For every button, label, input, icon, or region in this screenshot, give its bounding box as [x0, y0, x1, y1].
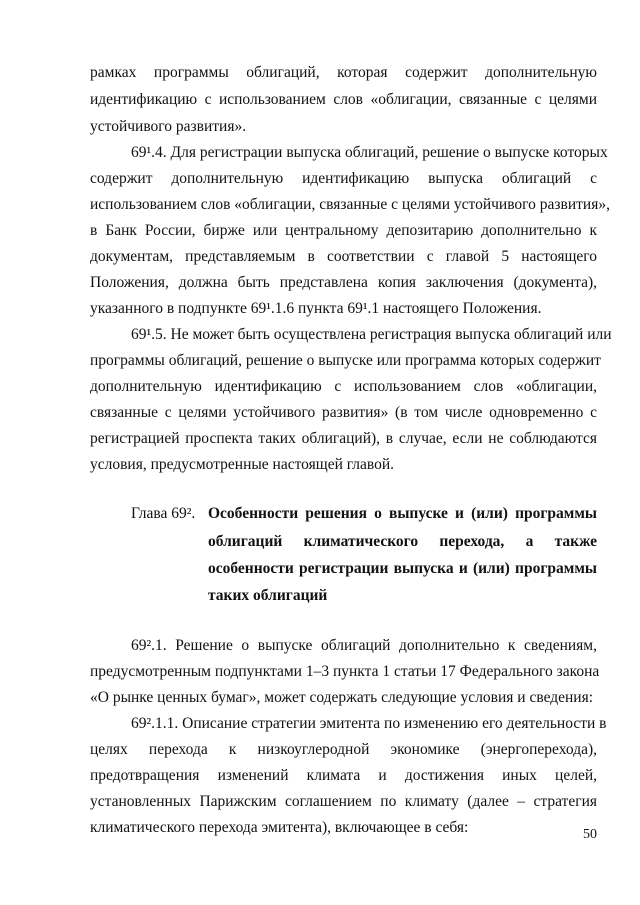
paragraph-line: содержит дополнительную идентификацию выпуска облигаций с: [90, 170, 597, 187]
paragraph-line: «О рынке ценных бумаг», может содержать следующие условия и сведения:: [90, 689, 594, 706]
paragraph-line: программы облигаций, решение о выпуске или программа которых содержит: [90, 352, 601, 369]
paragraph-line: идентификацию с использованием слов «облигации, связанные с целями: [90, 91, 597, 108]
paragraph-line: устойчивого развития».: [90, 118, 247, 135]
paragraph-line: установленных Парижским соглашением по климату (далее – стратегия: [90, 793, 597, 810]
paragraph-line: целях перехода к низкоуглеродной экономике (энергоперехода),: [90, 741, 597, 758]
paragraph-line: 69¹.4. Для регистрации выпуска облигаций, решение о выпуске которых: [131, 144, 608, 161]
chapter-title-line: таких облигаций: [208, 587, 328, 604]
paragraph-line: 69¹.5. Не может быть осуществлена регистрация выпуска облигаций или: [131, 326, 612, 343]
paragraph-line: регистрацией проспекта таких облигаций), в случае, если не соблюдаются: [90, 430, 597, 447]
paragraph-line: Положения, должна быть представлена копия заключения (документа),: [90, 274, 597, 291]
chapter-label: Глава 69².: [131, 505, 196, 522]
paragraph-line: использованием слов «облигации, связанные с целями устойчивого развития»,: [90, 196, 610, 213]
chapter-title-line: облигаций климатического перехода, а также: [208, 533, 597, 550]
chapter-title-line: особенности регистрации выпуска и (или) программы: [208, 560, 597, 577]
paragraph-line: в Банк России, бирже или центральному депозитарию дополнительно к: [90, 222, 597, 239]
paragraph-line: дополнительную идентификацию с использованием слов «облигации,: [90, 378, 597, 395]
paragraph-line: документам, представляемым в соответствии с главой 5 настоящего: [90, 248, 597, 265]
paragraph-line: предусмотренным подпунктами 1–3 пункта 1 статьи 17 Федерального закона: [90, 663, 600, 680]
paragraph-line: 69².1. Решение о выпуске облигаций дополнительно к сведениям,: [131, 637, 597, 654]
paragraph-line: климатического перехода эмитента), включающее в себя:: [90, 819, 469, 836]
paragraph-line: 69².1.1. Описание стратегии эмитента по изменению его деятельности в: [131, 715, 607, 732]
page-number: 50: [583, 827, 597, 842]
paragraph-line: рамках программы облигаций, которая содержит дополнительную: [90, 64, 597, 81]
chapter-title-line: Особенности решения о выпуске и (или) программы: [208, 505, 597, 522]
paragraph-line: условия, предусмотренные настоящей главой.: [90, 456, 395, 473]
paragraph-line: предотвращения изменений климата и достижения иных целей,: [90, 767, 597, 784]
paragraph-line: связанные с целями устойчивого развития» (в том числе одновременно с: [90, 404, 597, 421]
paragraph-line: указанного в подпункте 69¹.1.6 пункта 69¹.1 настоящего Положения.: [90, 300, 542, 317]
